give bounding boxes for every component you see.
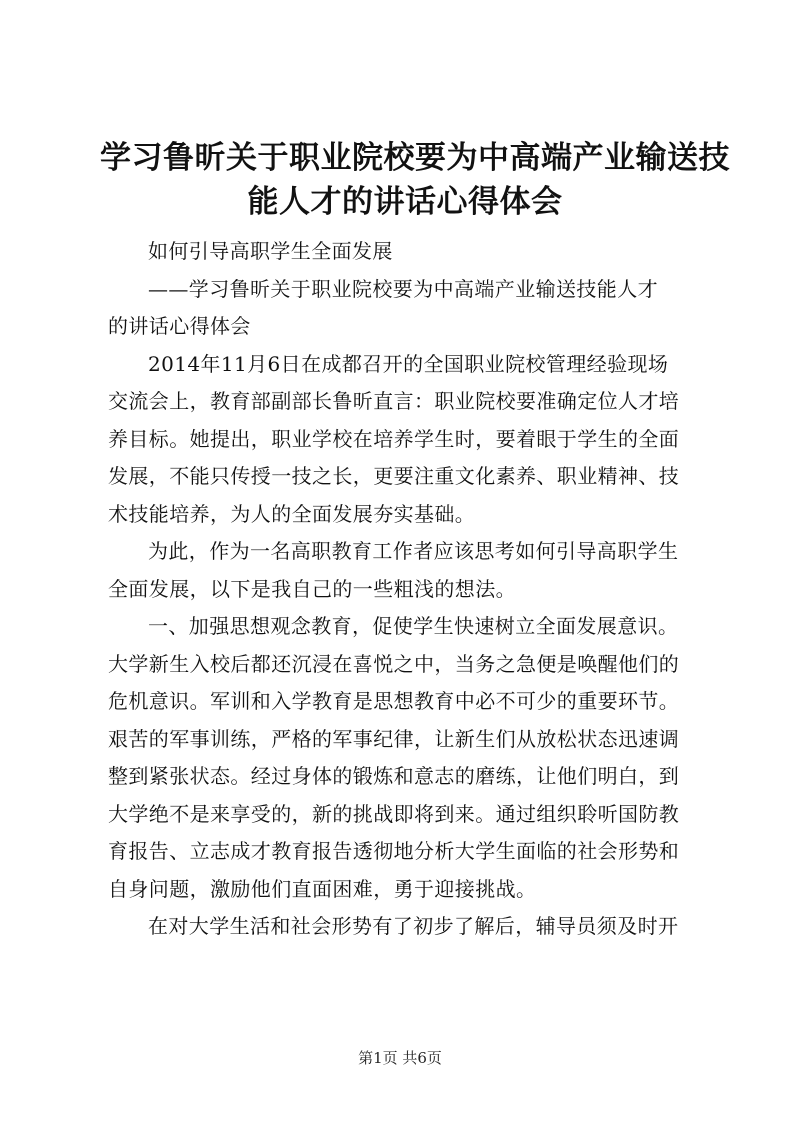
paragraph-line: 养目标。她提出，职业学校在培养学生时，要着眼于学生的全面 (108, 426, 680, 451)
paragraph-line: 为此，作为一名高职教育工作者应该思考如何引导高职学生 (148, 539, 679, 563)
paragraph-line: 交流会上，教育部副部长鲁昕直言：职业院校要准确定位人才培 (108, 389, 680, 413)
document-body (108, 233, 708, 946)
paragraph-4 (108, 908, 708, 946)
paragraph-line: 大学新生入校后都还沉浸在喜悦之中，当务之急便是唤醒他们的 (108, 651, 680, 676)
paragraph-line: 艰苦的军事训练，严格的军事纪律，让新生们从放松状态迅速调 (108, 726, 680, 751)
paragraph-3 (108, 608, 708, 908)
document-title (100, 136, 730, 224)
subtitle-secondary (108, 271, 708, 346)
subtitle (108, 233, 708, 271)
title-line-1: 学习鲁昕关于职业院校要为中高端产业输送技 (100, 140, 730, 176)
paragraph-line: 自身问题，激励他们直面困难，勇于迎接挑战。 (108, 876, 537, 901)
page-footer: 第1页 共6页 (358, 1049, 442, 1067)
subtitle-secondary-line-1: ——学习鲁昕关于职业院校要为中高端产业输送技能人才 (148, 276, 658, 301)
paragraph-line: 育报告、立志成才教育报告透彻地分析大学生面临的社会形势和 (108, 839, 680, 863)
paragraph-line: 全面发展，以下是我自己的一些粗浅的想法。 (108, 576, 516, 601)
paragraph-line: 发展，不能只传授一技之长，更要注重文化素养、职业精神、技 (108, 464, 680, 488)
subtitle-line: 如何引导高职学生全面发展 (148, 239, 393, 263)
paragraph-line: 2014年11月6日在成都召开的全国职业院校管理经验现场 (148, 351, 669, 376)
paragraph-line: 术技能培养，为人的全面发展夯实基础。 (108, 501, 476, 526)
paragraph-line: 大学绝不是来享受的，新的挑战即将到来。通过组织聆听国防教 (108, 801, 680, 826)
paragraph-line: 整到紧张状态。经过身体的锻炼和意志的磨练，让他们明白，到 (108, 764, 680, 788)
title-line-2: 能人才的讲话心得体会 (247, 184, 563, 220)
paragraph-1 (108, 346, 708, 534)
paragraph-line: 危机意识。军训和入学教育是思想教育中必不可少的重要环节。 (108, 689, 680, 713)
paragraph-2 (108, 533, 708, 608)
subtitle-secondary-line-2: 的讲话心得体会 (108, 314, 251, 338)
paragraph-line: 一、加强思想观念教育，促使学生快速树立全面发展意识。 (148, 614, 679, 638)
paragraph-line: 在对大学生活和社会形势有了初步了解后，辅导员须及时开 (148, 914, 679, 938)
